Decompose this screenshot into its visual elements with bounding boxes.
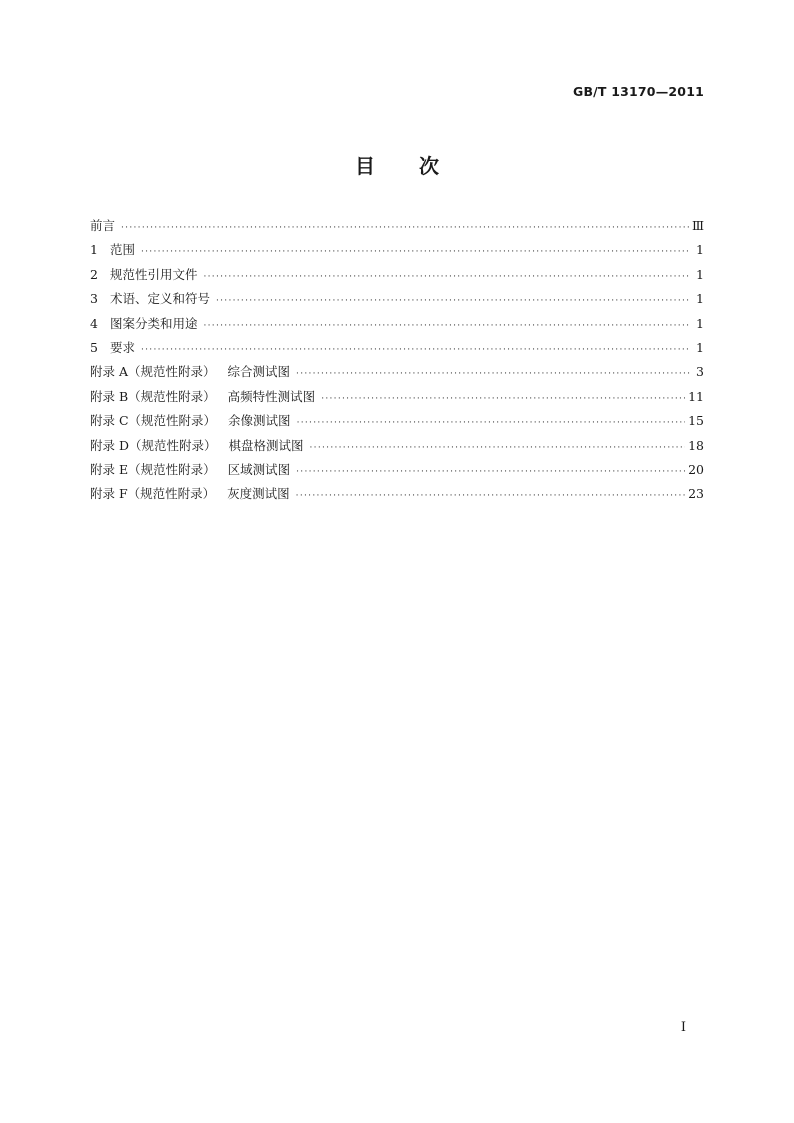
toc-entry-title: 规范性引用文件 (109, 266, 198, 282)
toc-entry-page: 1 (696, 339, 704, 355)
toc-entry-page: 1 (696, 291, 704, 307)
toc-entry-2[interactable] (90, 263, 704, 287)
toc-entry-annex-b[interactable] (90, 385, 704, 409)
toc-entry-title: 余像测试图 (228, 413, 291, 429)
toc-entry-num: 5 (90, 339, 98, 355)
toc-entry-page: 20 (688, 461, 704, 477)
toc-entry-page: 18 (688, 437, 704, 453)
toc-entry-title: 术语、定义和符号 (109, 291, 210, 307)
toc-leader-dots (321, 387, 685, 411)
toc-entry-label (90, 238, 135, 262)
toc-entry-1[interactable] (90, 238, 704, 262)
toc-entry-title: 图案分类和用途 (109, 315, 198, 331)
toc-leader-dots (296, 484, 685, 508)
toc-entry-annex-c[interactable] (90, 409, 704, 433)
toc-entry-label (90, 336, 135, 360)
toc-leader-dots (203, 314, 691, 338)
toc-entry-num: 1 (90, 242, 98, 258)
toc-entry-label (90, 263, 197, 287)
toc-entry-page: 15 (688, 413, 704, 429)
page-number: I (680, 1020, 686, 1035)
toc-entry-num: 附录 D（规范性附录） (90, 437, 217, 453)
toc-entry-page: 1 (696, 242, 704, 258)
toc-entry-label (90, 360, 290, 384)
toc-entry-page: 23 (688, 486, 704, 502)
toc-entry-num: 附录 E（规范性附录） (90, 461, 216, 477)
toc-entry-label (90, 312, 197, 336)
toc-entry-page: 1 (696, 266, 704, 282)
toc-entry-label (90, 409, 291, 433)
toc-entry-5[interactable] (90, 336, 704, 360)
toc-entry-num: 3 (90, 291, 98, 307)
toc-entry-4[interactable] (90, 312, 704, 336)
toc-entry-num: 附录 B（规范性附录） (90, 388, 216, 404)
toc-entry-num: 附录 C（规范性附录） (90, 413, 217, 429)
toc-entry-label (90, 287, 210, 311)
toc-leader-dots (296, 362, 691, 386)
toc-entry-label (90, 458, 290, 482)
toc-entry-annex-f[interactable] (90, 482, 704, 506)
toc-entry-num: 附录 F（规范性附录） (90, 486, 216, 502)
toc-leader-dots (216, 289, 691, 313)
toc-title-part1: 目 (355, 154, 375, 178)
toc-entry-title: 高频特性测试图 (227, 388, 316, 404)
toc-entry-annex-a[interactable] (90, 360, 704, 384)
toc-entry-title: 综合测试图 (227, 364, 291, 380)
standard-code: GB/T 13170—2011 (572, 84, 704, 99)
toc-title (0, 150, 794, 179)
toc-entry-title: 要求 (109, 339, 135, 355)
toc-entry-num: 附录 A（规范性附录） (90, 364, 216, 380)
toc-title-part2: 次 (419, 154, 439, 178)
toc-list (90, 214, 704, 507)
toc-entry-page: 11 (688, 388, 704, 404)
toc-entry-page: 1 (696, 315, 704, 331)
toc-entry-foreword[interactable] (90, 214, 704, 238)
toc-entry-title: 棋盘格测试图 (228, 437, 304, 453)
toc-entry-annex-e[interactable] (90, 458, 704, 482)
toc-entry-annex-d[interactable] (90, 434, 704, 458)
toc-entry-title: 范围 (109, 242, 135, 258)
toc-leader-dots (310, 436, 686, 460)
toc-entry-title: 前言 (90, 218, 116, 233)
toc-entry-label (90, 434, 304, 458)
toc-entry-label (90, 385, 315, 409)
toc-leader-dots (141, 240, 691, 264)
toc-entry-3[interactable] (90, 287, 704, 311)
toc-entry-page: 3 (696, 364, 704, 380)
toc-entry-page: Ⅲ (691, 218, 704, 233)
toc-leader-dots (121, 216, 689, 240)
toc-leader-dots (141, 338, 691, 362)
toc-entry-num: 4 (90, 315, 98, 331)
toc-entry-title: 区域测试图 (227, 461, 291, 477)
toc-entry-title: 灰度测试图 (227, 486, 290, 502)
toc-leader-dots (203, 265, 691, 289)
toc-entry-num: 2 (90, 266, 98, 282)
toc-leader-dots (297, 411, 686, 435)
toc-entry-label (90, 482, 290, 506)
toc-leader-dots (296, 460, 685, 484)
